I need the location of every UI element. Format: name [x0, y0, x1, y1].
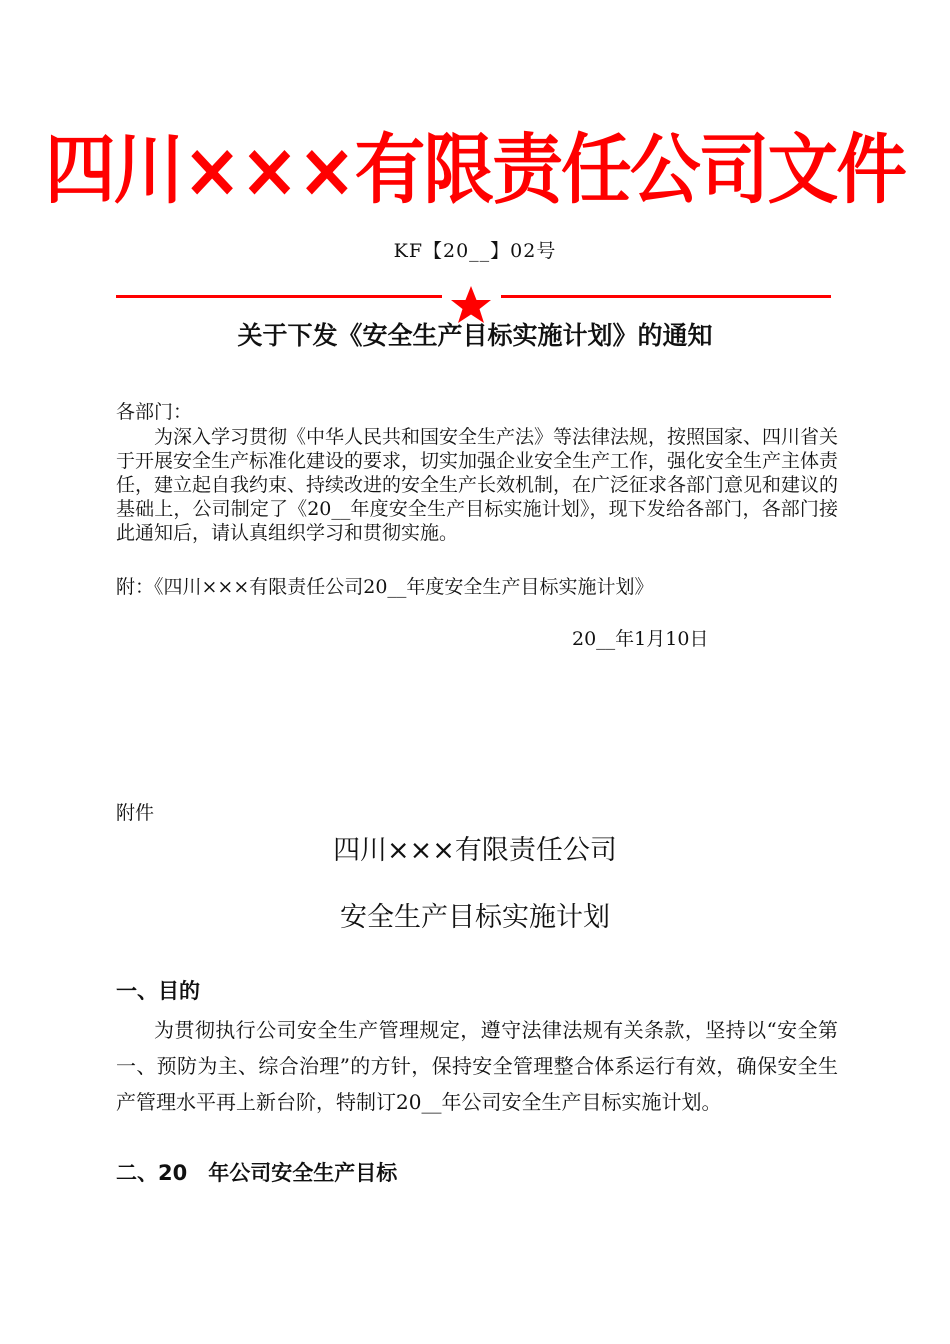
salutation: 各部门：	[116, 401, 193, 423]
notice-date: 20__年1月10日	[572, 628, 709, 650]
red-rule-left	[116, 295, 442, 298]
section-heading-purpose: 一、目的	[116, 979, 200, 1003]
attachment-reference: 附：《四川×××有限责任公司20__年度安全生产目标实施计划》	[116, 576, 654, 598]
document-number: KF【20__】02号	[393, 240, 557, 262]
notice-title: 关于下发《安全生产目标实施计划》的通知	[237, 321, 713, 350]
red-rule-right	[501, 295, 831, 298]
notice-paragraph: 为深入学习贯彻《中华人民共和国安全生产法》等法律法规，按照国家、四川省关于开展安全生产标准化建设的要求，切实加强企业安全生产工作，强化安全生产主体责任，建立起自我约束、持续改进的安全生产长效机制，在广泛征求各部门意见和建议的基础上，公司制定了《20__年度安全生产目标实施计划》，现下发给各部门，各部门接此通知后，请认真组织学习和贯彻实施。	[116, 426, 839, 544]
plan-title-name: 安全生产目标实施计划	[340, 902, 610, 933]
section-heading-targets: 二、20 年公司安全生产目标	[116, 1161, 398, 1185]
company-document-title: 四川×××有限责任公司文件	[44, 125, 906, 214]
attachment-label: 附件	[116, 802, 155, 824]
section-paragraph-purpose: 为贯彻执行公司安全生产管理规定，遵守法律法规有关条款，坚持以“安全第一、预防为主、综合治理”的方针，保持安全管理整合体系运行有效，确保安全生产管理水平再上新台阶，特制订20__年公司安全生产目标实施计划。	[116, 1018, 838, 1114]
plan-title-company: 四川×××有限责任公司	[333, 835, 617, 866]
